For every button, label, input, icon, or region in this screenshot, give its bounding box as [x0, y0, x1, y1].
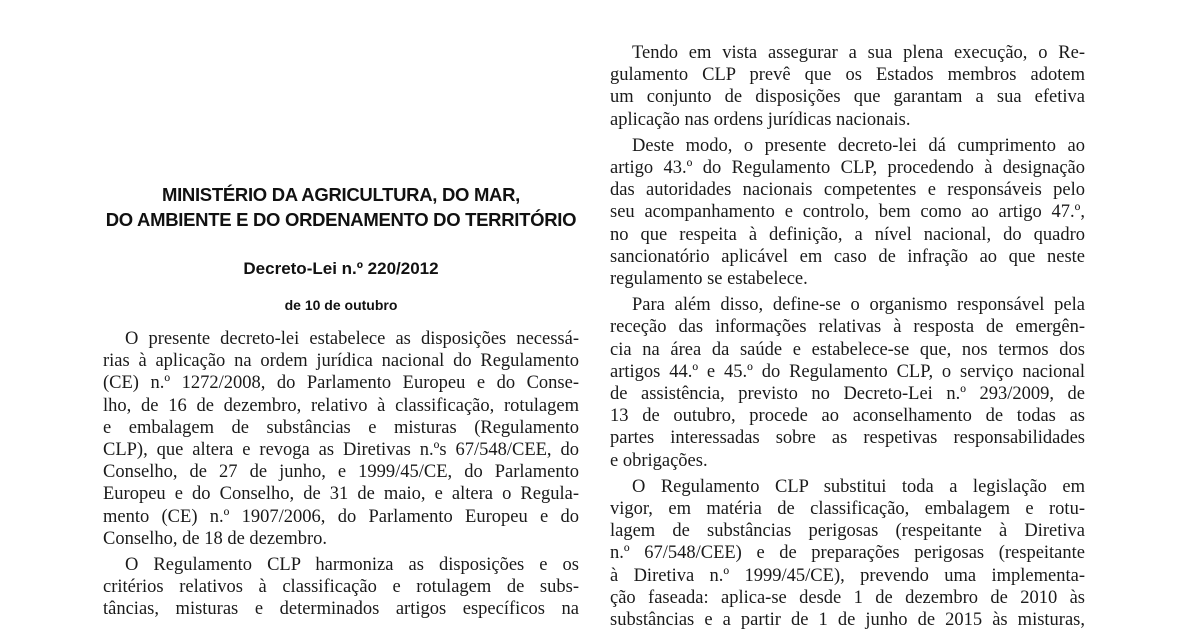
text-line: e embalagem de substâncias e misturas (Regulamento [103, 417, 579, 438]
right-column [610, 42, 1085, 635]
left-column [103, 0, 579, 625]
decree-title: Decreto-Lei n.º 220/2012 [243, 259, 439, 278]
text-line: lho, de 16 de dezembro, relativo à classificação, rotulagem [103, 395, 579, 416]
ministry-heading [103, 182, 579, 232]
text-line: CLP), que altera e revoga as Diretivas n.ºs 67/548/CEE, do [103, 440, 579, 461]
text-line: (CE) n.º 1272/2008, do Parlamento Europeu e do Conse- [103, 373, 579, 394]
text-line: à Diretiva n.º 1999/45/CE), prevendo uma implementa- [610, 565, 1085, 586]
paragraph [610, 476, 1085, 631]
text-line: tâncias, misturas e determinados artigos específicos na [103, 599, 579, 620]
text-line: sancionatório aplicável em caso de infração ao que neste [610, 246, 1085, 267]
text-line: artigo 43.º do Regulamento CLP, procedendo à designação [610, 158, 1085, 179]
text-line: e obrigações. [610, 450, 708, 471]
text-line: critérios relativos à classificação e rotulagem de subs- [103, 577, 579, 598]
paragraph [610, 294, 1085, 472]
text-line: partes interessadas sobre as respetivas responsabilidades [610, 428, 1085, 449]
text-line: cia na área da saúde e estabelece-se que, nos termos dos [610, 339, 1085, 360]
paragraph [103, 328, 579, 550]
ministry-line-2: DO AMBIENTE E DO ORDENAMENTO DO TERRITÓRIO [105, 209, 577, 230]
decree-date: de 10 de outubro [284, 297, 398, 313]
text-line: seu acompanhamento e controlo, bem como ao artigo 47.º, [610, 202, 1085, 223]
text-line: lagem de substâncias perigosas (respeitante à Diretiva [610, 521, 1085, 542]
paragraph [103, 554, 579, 621]
text-line: Europeu e do Conselho, de 31 de maio, e altera o Regula- [103, 484, 579, 505]
text-line: no que respeita à definição, a nível nacional, do quadro [610, 224, 1085, 245]
text-line: n.º 67/548/CEE) e de preparações perigosas (respeitante [610, 543, 1085, 564]
text-line: O Regulamento CLP substitui toda a legislação em [632, 476, 1085, 497]
ministry-line-1: MINISTÉRIO DA AGRICULTURA, DO MAR, [161, 184, 521, 205]
text-line: 13 de outubro, procede ao aconselhamento de todas as [610, 406, 1085, 427]
text-line: um conjunto de disposições que garantam a sua efetiva [610, 87, 1085, 108]
text-line: das autoridades nacionais competentes e responsáveis pelo [610, 180, 1085, 201]
text-line: O presente decreto-lei estabelece as disposições necessá- [125, 329, 579, 349]
text-line: rias à aplicação na ordem jurídica nacional do Regulamento [103, 351, 579, 372]
text-line: receção das informações relativas à resposta de emergên- [610, 317, 1085, 338]
text-line: Para além disso, define-se o organismo responsável pela [632, 295, 1085, 316]
text-line: regulamento se estabelece. [610, 269, 808, 290]
text-line: substâncias e a partir de 1 de junho de 2015 às misturas, [610, 610, 1085, 631]
text-line: Tendo em vista assegurar a sua plena execução, o Re- [632, 43, 1085, 63]
text-line: ção faseada: aplica-se desde 1 de dezembro de 2010 às [610, 587, 1085, 608]
right-body [610, 42, 1085, 631]
text-line: O Regulamento CLP harmoniza as disposições e os [125, 555, 579, 576]
paragraph [610, 42, 1085, 131]
text-line: vigor, em matéria de classificação, embalagem e rotu- [610, 499, 1085, 520]
left-body [103, 328, 579, 621]
text-line: Deste modo, o presente decreto-lei dá cumprimento ao [632, 135, 1085, 156]
text-line: aplicação nas ordens jurídicas nacionais. [610, 109, 911, 130]
text-line: mento (CE) n.º 1907/2006, do Parlamento Europeu e do [103, 506, 579, 527]
text-line: de assistência, previsto no Decreto-Lei n.º 293/2009, de [610, 384, 1085, 405]
paragraph [610, 135, 1085, 290]
text-line: gulamento CLP prevê que os Estados membros adotem [610, 65, 1085, 86]
text-line: Conselho, de 18 de dezembro. [103, 528, 327, 549]
text-line: artigos 44.º e 45.º do Regulamento CLP, o serviço nacional [610, 361, 1085, 382]
text-line: Conselho, de 27 de junho, e 1999/45/CE, do Parlamento [103, 462, 579, 483]
